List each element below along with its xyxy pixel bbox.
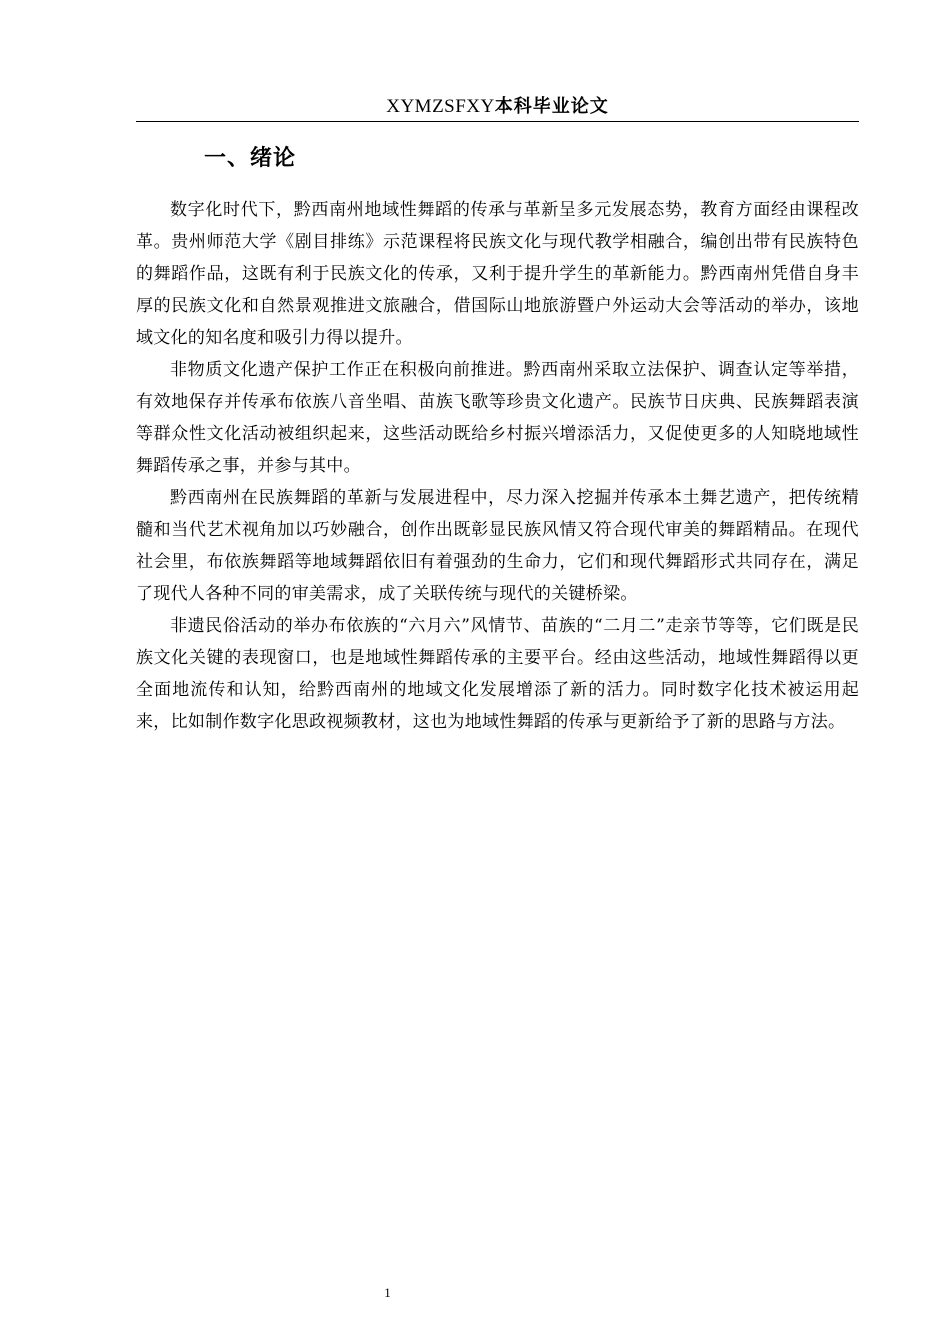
paragraph-4: 非遗民俗活动的举办布依族的“六月六”风情节、苗族的“二月二”走亲节等等，它们既是民族文化关键的表现窗口，也是地域性舞蹈传承的主要平台。经由这些活动，地域性舞蹈得以更全面地流传和认知，给黔西南州的地域文化发展增添了新的活力。同时数字化技术被运用起来，比如制作数字化思政视频教材，这也为地域性舞蹈的传承与更新给予了新的思路与方法。: [136, 616, 859, 732]
page-number: 1: [384, 1285, 391, 1300]
paragraph-2: 非物质文化遗产保护工作正在积极向前推进。黔西南州采取立法保护、调查认定等举措，有效地保存并传承布依族八音坐唱、苗族飞歌等珍贵文化遗产。民族节日庆典、民族舞蹈表演等群众性文化活动被组织起来，这些活动既给乡村振兴增添活力，又促使更多的人知晓地域性舞蹈传承之事，并参与其中。: [136, 360, 859, 476]
section-heading: 一、绪论: [204, 146, 297, 171]
paragraph-3: 黔西南州在民族舞蹈的革新与发展进程中，尽力深入挖掘并传承本土舞艺遗产，把传统精髓和当代艺术视角加以巧妙融合，创作出既彰显民族风情又符合现代审美的舞蹈精品。在现代社会里，布依族舞蹈等地域舞蹈依旧有着强劲的生命力，它们和现代舞蹈形式共同存在，满足了现代人各种不同的审美需求，成了关联传统与现代的关键桥梁。: [136, 488, 859, 604]
running-header: [136, 92, 859, 120]
paragraph-1: 数字化时代下，黔西南州地域性舞蹈的传承与革新呈多元发展态势，教育方面经由课程改革。贵州师范大学《剧目排练》示范课程将民族文化与现代教学相融合，编创出带有民族特色的舞蹈作品，这既有利于民族文化的传承，又利于提升学生的革新能力。黔西南州凭借自身丰厚的民族文化和自然景观推进文旅融合，借国际山地旅游暨户外运动大会等活动的举办，该地域文化的知名度和吸引力得以提升。: [136, 200, 859, 348]
body-text: [136, 194, 859, 738]
header-thesis-title: 本科毕业论文: [494, 96, 609, 117]
header-divider: [136, 121, 859, 122]
header-school-code: XYMZSFXY: [386, 96, 495, 117]
